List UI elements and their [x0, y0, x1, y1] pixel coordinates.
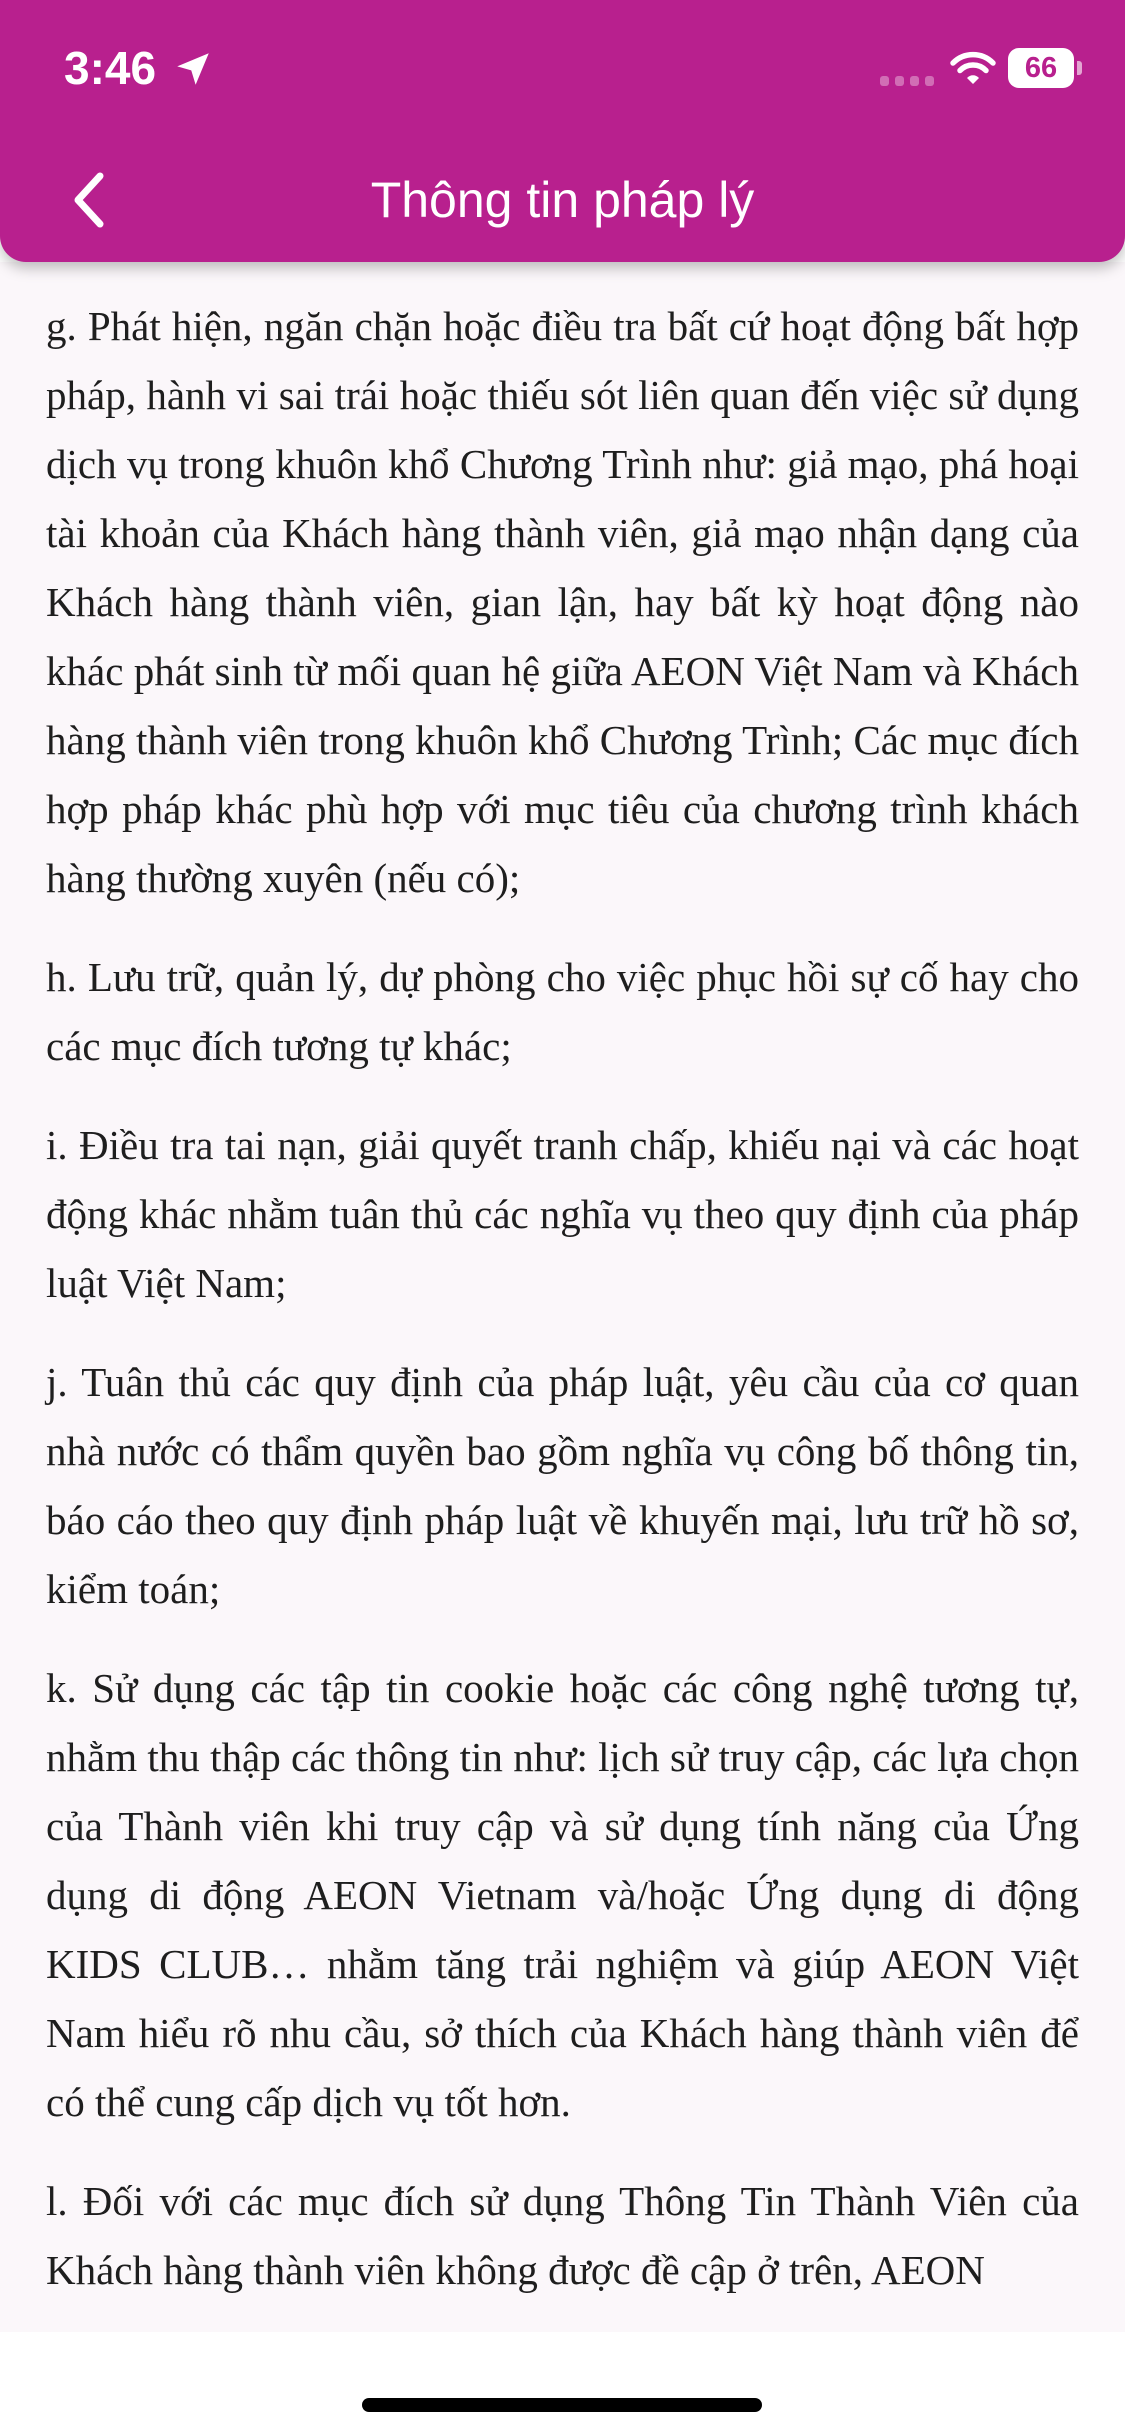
paragraph-h: h. Lưu trữ, quản lý, dự phòng cho việc phục hồi sự cố hay cho các mục đích tương tự khác;: [46, 954, 1079, 1069]
paragraph-k: k. Sử dụng các tập tin cookie hoặc các công nghệ tương tự, nhằm thu thập các thông tin như: lịch sử truy cập, các lựa chọn của Thành viên khi truy cập và sử dụng tính năng của Ứng dụng di động AEON Vietnam và/hoặc Ứng dụng di động KIDS CLUB… nhằm tăng trải nghiệm và giúp AEON Việt Nam hiểu rõ nhu cầu, sở thích của Khách hàng thành viên để có thể cung cấp dịch vụ tốt hơn.: [46, 1665, 1079, 2125]
home-indicator-area: [0, 2332, 1125, 2436]
back-button[interactable]: [56, 162, 120, 238]
paragraph-i: i. Điều tra tai nạn, giải quyết tranh chấp, khiếu nại và các hoạt động khác nhằm tuân thủ các nghĩa vụ theo quy định của pháp luật Việt Nam;: [46, 1122, 1079, 1306]
signal-icon: [880, 72, 936, 88]
app-header: [0, 0, 1125, 262]
legal-content-scroll[interactable]: [0, 262, 1125, 2332]
battery-tip: [1077, 61, 1082, 75]
status-time: 3:46: [64, 42, 157, 94]
battery-icon: 66: [1008, 48, 1074, 88]
paragraph-l: l. Đối với các mục đích sử dụng Thông Tin Thành Viên của Khách hàng thành viên không được đề cập ở trên, AEON: [46, 2178, 1079, 2293]
paragraph-g: g. Phát hiện, ngăn chặn hoặc điều tra bất cứ hoạt động bất hợp pháp, hành vi sai trái hoặc thiếu sót liên quan đến việc sử dụng dịch vụ trong khuôn khổ Chương Trình như: giả mạo, phá hoại tài khoản của Khách hàng thành viên, giả mạo nhận dạng của Khách hàng thành viên, gian lận, hay bất kỳ hoạt động nào khác phát sinh từ mối quan hệ giữa AEON Việt Nam và Khách hàng thành viên trong khuôn khổ Chương Trình; Các mục đích hợp pháp khác phù hợp với mục tiêu của chương trình khách hàng thường xuyên (nếu có);: [46, 303, 1079, 901]
location-arrow-icon: [172, 48, 214, 90]
home-indicator[interactable]: [362, 2398, 762, 2412]
wifi-icon: [950, 50, 996, 86]
paragraph-j: j. Tuân thủ các quy định của pháp luật, yêu cầu của cơ quan nhà nước có thẩm quyền bao gồm nghĩa vụ công bố thông tin, báo cáo theo quy định pháp luật về khuyến mại, lưu trữ hồ sơ, kiểm toán;: [46, 1359, 1079, 1612]
page-title: Thông tin pháp lý: [370, 172, 755, 228]
chevron-left-icon: [68, 170, 108, 230]
